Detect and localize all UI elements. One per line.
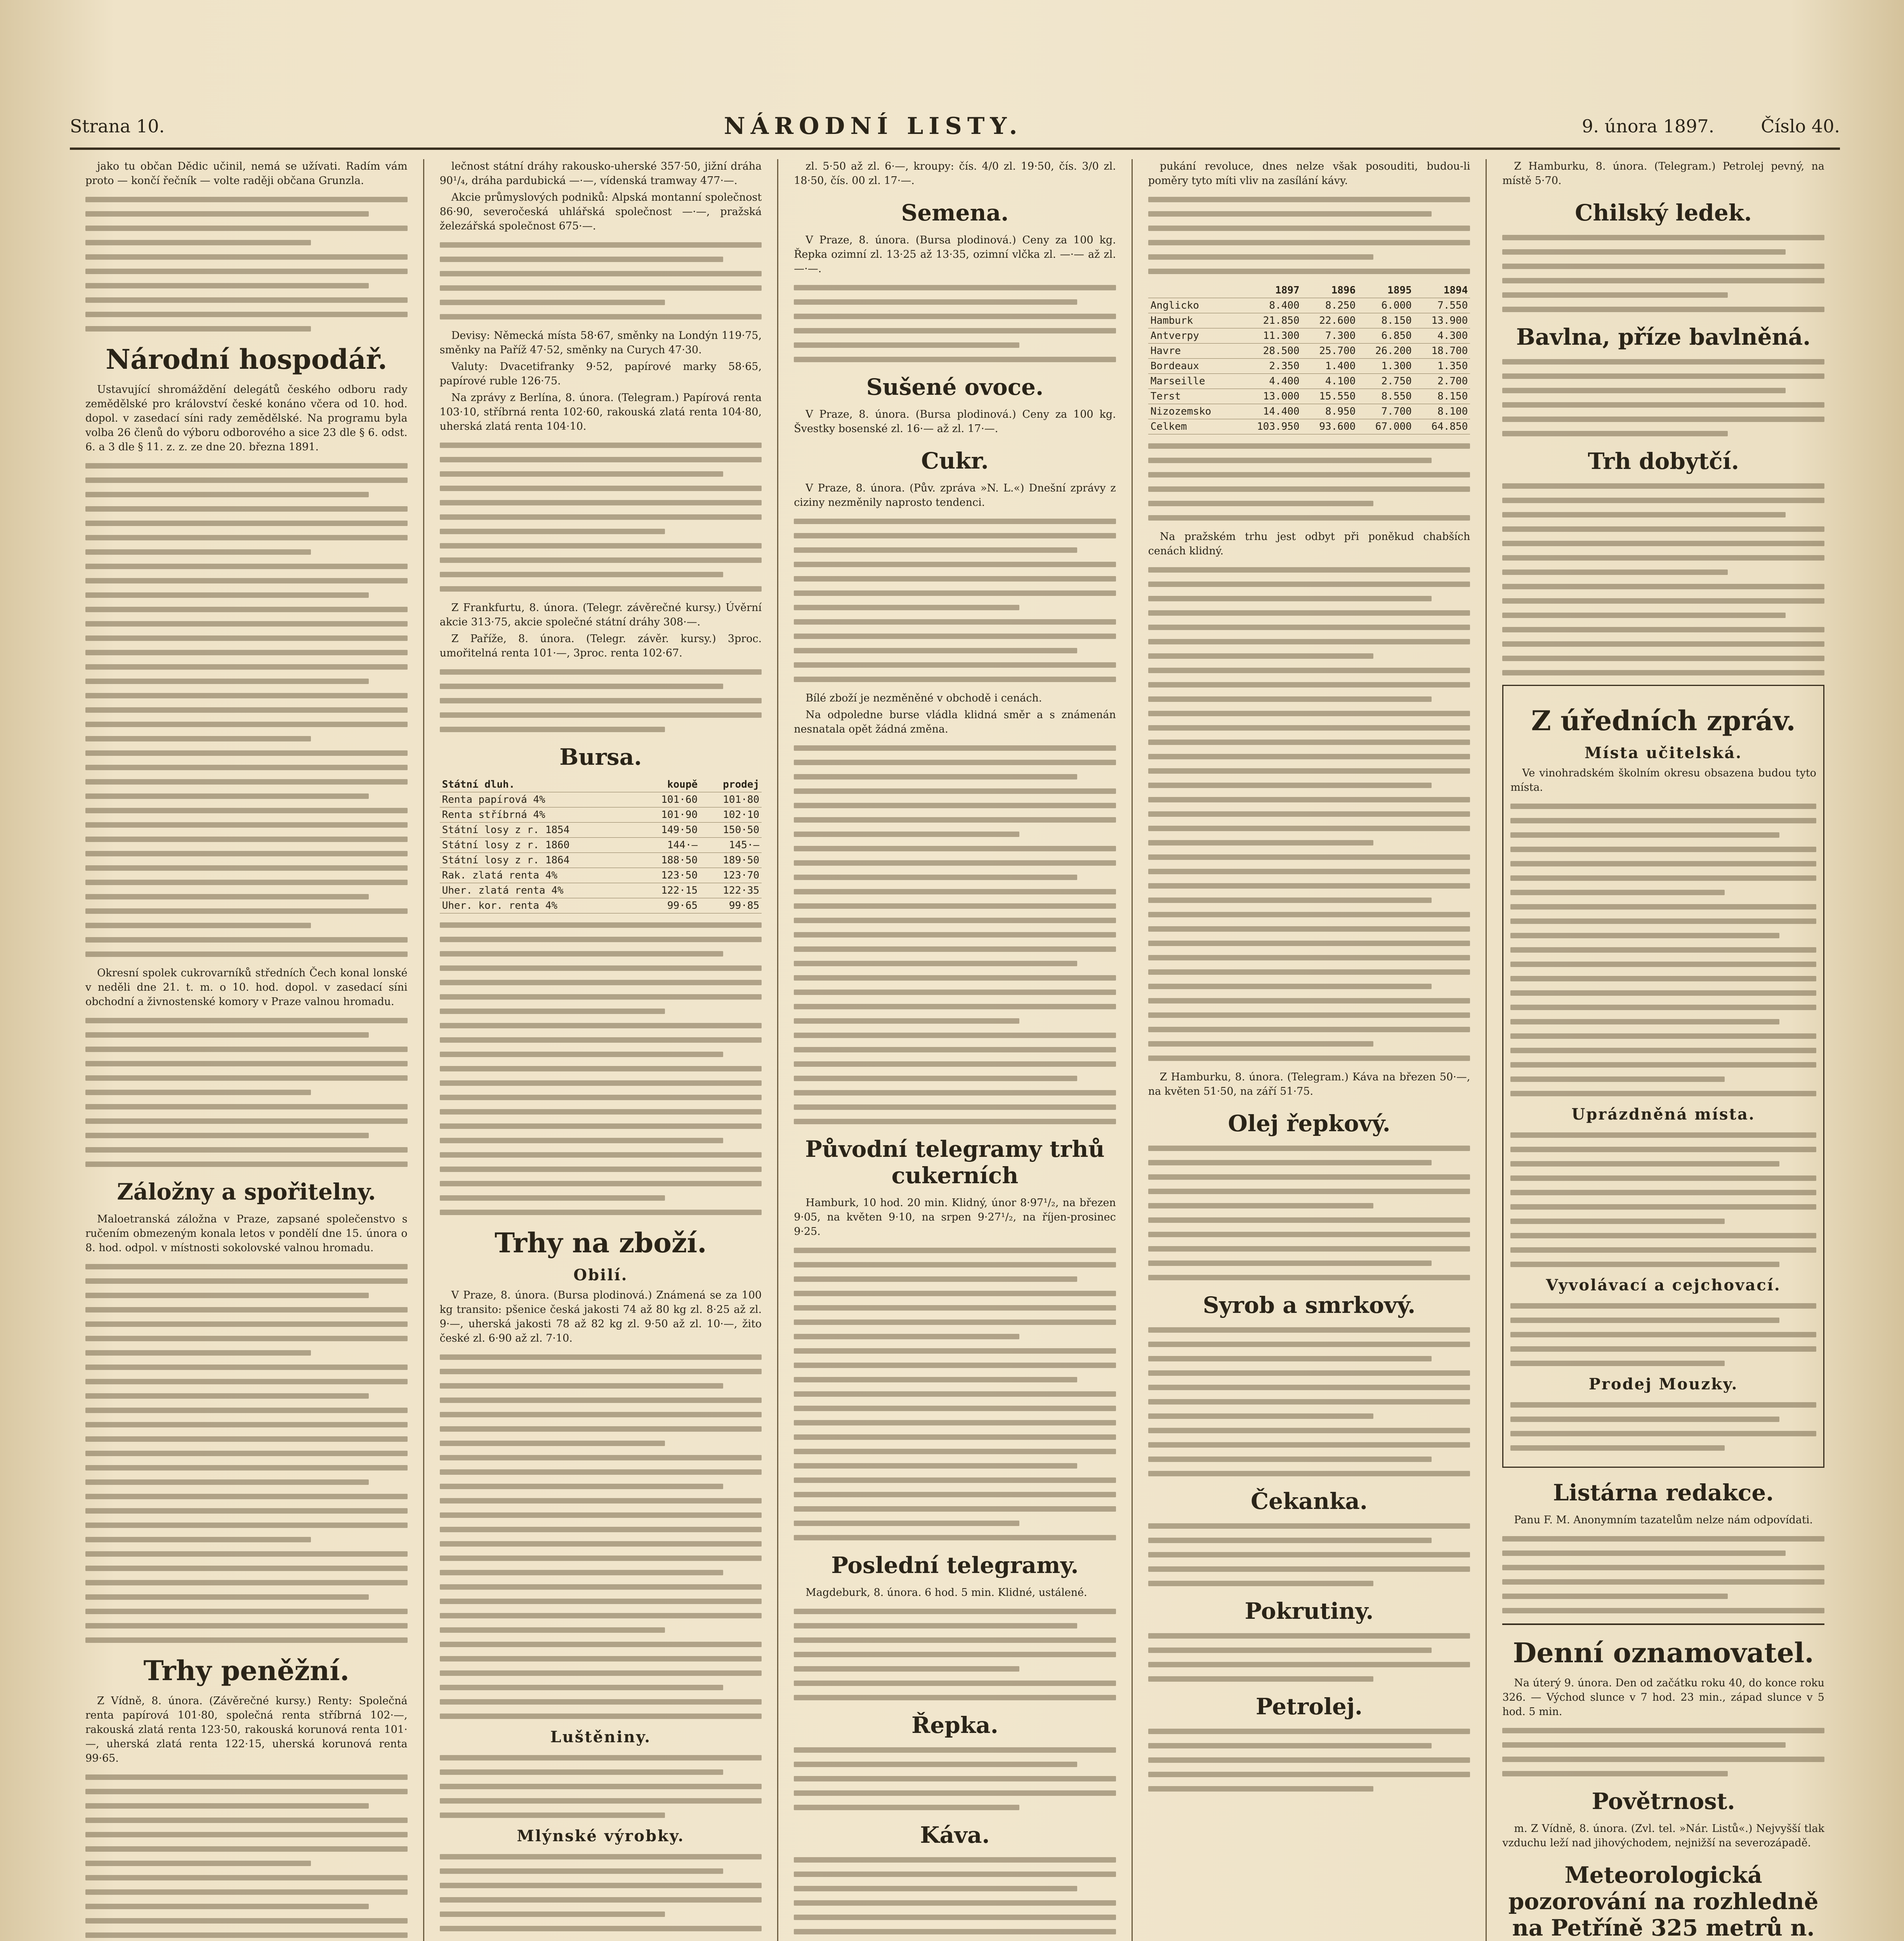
table-cell: 25.700 — [1302, 344, 1358, 359]
sub-heading: Vyvolávací a cejchovací. — [1546, 1276, 1781, 1294]
article-paragraph: Akcie průmyslových podniků: Alpská montanní společnost 86·90, severočeská uhlářská společnost —·—, pražská železářská společnost 675·—. — [439, 191, 762, 232]
filler-text — [794, 1248, 1116, 1540]
table-cell: 21.850 — [1238, 313, 1302, 328]
table-header: 1895 — [1358, 283, 1414, 298]
article-paragraph: lečnost státní dráhy rakousko-uherské 357·50, jižní dráha 90¹/₄, dráha pardubická —·—, vídenská tramway 477·—. — [439, 160, 762, 187]
table-cell: Marseille — [1148, 374, 1238, 389]
box-title: Z úředních zpráv. — [1531, 705, 1796, 737]
table-cell: 145·— — [700, 838, 762, 853]
article-paragraph: Ve vinohradském školním okresu obsazena budou tyto místa. — [1510, 767, 1816, 793]
table-header: Státní dluh. — [440, 777, 639, 792]
filler-text — [440, 1854, 762, 1931]
table-cell: 103.950 — [1238, 419, 1302, 434]
table-cell: 4.400 — [1238, 374, 1302, 389]
filler-text — [440, 1755, 762, 1818]
table-cell: 13.000 — [1238, 389, 1302, 404]
col1-intro: jako tu občan Dědic učinil, nemá se užívati. Radím vám proto — končí řečník — volte raději občana Grunzla. — [85, 160, 408, 187]
article-paragraph: pukání revoluce, dnes nelze však posouditi, budou-li poměry tyto míti vliv na zasílání kávy. — [1148, 160, 1470, 187]
table-cell: 99·65 — [638, 898, 700, 913]
filler-text — [440, 1354, 762, 1719]
article-paragraph: Z Hamburku, 8. února. (Telegram.) Káva na březen 50·—, na květen 51·50, na září 51·75. — [1148, 1071, 1470, 1097]
table-cell: Hamburk — [1148, 313, 1238, 328]
filler-text — [440, 922, 762, 1215]
table-cell: 6.850 — [1358, 328, 1414, 344]
table-row — [440, 792, 762, 807]
table-cell: 26.200 — [1358, 344, 1414, 359]
table-cell: Antverpy — [1148, 328, 1238, 344]
table-cell: Renta stříbrná 4% — [440, 807, 639, 823]
table-cell: Terst — [1148, 389, 1238, 404]
article-paragraph: V Praze, 8. února. (Bursa plodinová.) Ceny za 100 kg. Řepka ozimní zl. 13·25 až 13·35, ozimní vlčka zl. —·— až zl. —·—. — [794, 234, 1116, 275]
filler-text — [1502, 235, 1824, 312]
section-heading: Semena. — [901, 200, 1009, 226]
newspaper-title: NÁRODNÍ LISTY. — [724, 113, 1023, 140]
official-notices-box — [1502, 685, 1824, 1468]
table-header: 1897 — [1238, 283, 1302, 298]
table-row — [440, 898, 762, 913]
table-header: 1896 — [1302, 283, 1358, 298]
filler-text — [1502, 1728, 1824, 1776]
sub-heading: Prodej Mouzky. — [1588, 1375, 1738, 1393]
filler-text — [440, 242, 762, 319]
table-header: koupě — [638, 777, 700, 792]
table-cell: 123·50 — [638, 868, 700, 883]
sub-heading: Místa učitelská. — [1585, 744, 1743, 762]
filler-text — [85, 463, 408, 957]
table-cell: 8.150 — [1414, 389, 1470, 404]
issue-number: Číslo 40. — [1761, 116, 1840, 137]
filler-text — [794, 1857, 1116, 1941]
table-cell: 28.500 — [1238, 344, 1302, 359]
section-heading: Trhy peněžní. — [143, 1655, 349, 1687]
article-paragraph: Magdeburk, 8. února. 6 hod. 5 min. Klidné, ustálené. — [805, 1587, 1087, 1599]
table-row — [1148, 344, 1470, 359]
article-paragraph: Devisy: Německá místa 58·67, směnky na Londýn 119·75, směnky na Paříž 47·52, směnky na Curych 47·30. — [439, 330, 762, 356]
section-heading: Cukr. — [921, 448, 989, 474]
article-paragraph: zl. 5·50 až zl. 6·—, kroupy: čís. 4/0 zl. 19·50, čís. 3/0 zl. 18·50, čís. 00 zl. 17·—. — [794, 160, 1116, 187]
article-paragraph: Bílé zboží je nezměněné v obchodě i cenách. — [805, 692, 1042, 704]
filler-text — [85, 1264, 408, 1643]
table-row — [440, 868, 762, 883]
table-cell: Renta papírová 4% — [440, 792, 639, 807]
table-cell: 93.600 — [1302, 419, 1358, 434]
filler-text — [1510, 804, 1816, 1096]
table-cell: 22.600 — [1302, 313, 1358, 328]
article-paragraph: m. Z Vídně, 8. února. (Zvl. tel. »Nár. Listů«.) Nejvyšší tlak vzduchu leží nad jihovýchodem, nejnižší na severozápadě. — [1502, 1823, 1824, 1849]
sub-heading: Luštěniny. — [550, 1728, 651, 1746]
filler-text — [1148, 1523, 1470, 1586]
article-paragraph: Okresní spolek cukrovarníků středních Čech konal lonské v neděli dne 21. t. m. o 10. hod. dopol. v zasedací síni obchodní a živnostenské komory v Praze valnou hromadu. — [85, 967, 408, 1008]
table-total-row — [1148, 419, 1470, 434]
article-paragraph: Na úterý 9. února. Den od začátku roku 40, do konce roku 326. — Východ slunce v 7 hod. 23 min., západ slunce v 5 hod. 5 min. — [1502, 1677, 1824, 1718]
table-cell: Uher. kor. renta 4% — [440, 898, 639, 913]
filler-text — [1502, 483, 1824, 675]
article-paragraph: Z Paříže, 8. února. (Telegr. závěr. kursy.) 3proc. umořitelná renta 101·—, 3proc. renta 102·67. — [439, 633, 762, 659]
table-cell: Anglicko — [1148, 298, 1238, 313]
table-cell: 4.300 — [1414, 328, 1470, 344]
filler-text — [85, 1018, 408, 1167]
article-paragraph: Z Hamburku, 8. února. (Telegram.) Petrolej pevný, na místě 5·70. — [1502, 160, 1824, 187]
filler-text — [440, 443, 762, 592]
article-paragraph: V Praze, 8. února. (Pův. zpráva »N. L.«) Dnešní zprávy z ciziny nezměnily naprosto tendenci. — [794, 482, 1116, 509]
table-cell: 11.300 — [1238, 328, 1302, 344]
table-cell: Rak. zlatá renta 4% — [440, 868, 639, 883]
table-header — [1148, 283, 1238, 298]
table-cell: 14.400 — [1238, 404, 1302, 419]
article-paragraph: V Praze, 8. února. (Bursa plodinová.) Známená se za 100 kg transito: pšenice česká jakosti 74 až 80 kg zl. 8·25 až zl. 9·—, uherská jakosti 78 až 82 kg zl. 9·50 až zl. 10·—, žito české zl. 6·90 až zl. 7·10. — [439, 1289, 762, 1344]
table-row — [1148, 374, 1470, 389]
table-cell: 122·35 — [700, 883, 762, 898]
filler-text — [794, 285, 1116, 362]
table-cell: Státní losy z r. 1864 — [440, 853, 639, 868]
section-heading: Káva. — [920, 1822, 990, 1848]
table-cell: 18.700 — [1414, 344, 1470, 359]
table-row — [440, 883, 762, 898]
filler-text — [1510, 1402, 1816, 1451]
table-cell: Havre — [1148, 344, 1238, 359]
table-row — [440, 807, 762, 823]
section-heading: Bursa. — [559, 744, 642, 770]
table-cell: 2.350 — [1238, 359, 1302, 374]
section-heading: Denní oznamovatel. — [1513, 1637, 1814, 1669]
table-row — [440, 838, 762, 853]
article-paragraph: Maloetranská záložna v Praze, zapsané společenstvo s ručením obmezeným konala letos v pondělí dne 15. února o 8. hod. odpol. v místnosti sokolovské valnou hromadu. — [85, 1213, 408, 1254]
section-heading: Záložny a spořitelny. — [117, 1179, 376, 1205]
table-cell: 101·80 — [700, 792, 762, 807]
table-row — [1148, 313, 1470, 328]
table-row — [1148, 404, 1470, 419]
sub-heading: Uprázdněná místa. — [1571, 1105, 1755, 1123]
filler-text — [1148, 1327, 1470, 1476]
section-heading: Listárna redakce. — [1553, 1479, 1774, 1506]
table-header: 1894 — [1414, 283, 1470, 298]
table-row — [1148, 328, 1470, 344]
filler-text — [794, 519, 1116, 682]
issue-date: 9. února 1897. — [1582, 116, 1715, 137]
table-cell: Bordeaux — [1148, 359, 1238, 374]
table-cell: 6.000 — [1358, 298, 1414, 313]
table-cell: 13.900 — [1414, 313, 1470, 328]
section-heading: Původní telegramy trhů cukerních — [805, 1136, 1105, 1189]
page-number: Strana 10. — [70, 116, 165, 137]
table-cell: 122·15 — [638, 883, 700, 898]
section-heading: Trhy na zboží. — [495, 1227, 707, 1259]
table-row — [1148, 359, 1470, 374]
filler-text — [1148, 1729, 1470, 1792]
article-paragraph: Z Vídně, 8. února. (Závěrečné kursy.) Renty: Společná renta papírová 101·80, společná renta stříbrná 102·—, rakouská zlatá renta 123·50, rakouská korunová renta 101·—, uherská zlatá renta 122·15, uherská korunová renta 99·65. — [85, 1695, 408, 1764]
section-heading: Petrolej. — [1256, 1693, 1363, 1720]
filler-text — [794, 1609, 1116, 1700]
sub-heading: Mlýnské výrobky. — [517, 1827, 685, 1845]
table-row — [440, 823, 762, 838]
article-paragraph: V Praze, 8. února. (Bursa plodinová.) Ceny za 100 kg. Švestky bosenské zl. 16·— až zl. 17·—. — [794, 408, 1116, 435]
table-cell: 102·10 — [700, 807, 762, 823]
article-paragraph: Panu F. M. Anonymním tazatelům nelze nám odpovídati. — [1514, 1514, 1813, 1526]
filler-text — [1148, 1633, 1470, 1682]
columns — [70, 159, 1840, 1941]
column-5 — [1487, 159, 1840, 1941]
article-paragraph: Valuty: Dvacetifranky 9·52, papírové marky 58·65, papírové ruble 126·75. — [439, 361, 762, 387]
column-2 — [424, 159, 779, 1941]
table-header-row — [440, 777, 762, 792]
table-cell: Státní losy z r. 1854 — [440, 823, 639, 838]
filler-text — [794, 1747, 1116, 1810]
section-heading: Syrob a smrkový. — [1203, 1292, 1416, 1318]
article-paragraph: Hamburk, 10 hod. 20 min. Klidný, únor 8·97¹/₂, na březen 9·05, na květen 9·10, na srpen 9·27¹/₂, na říjen-prosinec 9·25. — [794, 1197, 1116, 1238]
table-cell: 15.550 — [1302, 389, 1358, 404]
filler-text — [1148, 443, 1470, 521]
article-paragraph: Ustavující shromáždění delegátů českého odboru rady zemědělské pro království české konáno včera od 10. hod. dopol. v zasedací síni rady zemědělské. Na programu byla volba 26 členů do výboru odborového a sice 23 dle § 6. odst. 6. a 3 dle § 11. z. z. ze dne 20. března 1891. — [85, 384, 408, 453]
table-cell: Státní losy z r. 1860 — [440, 838, 639, 853]
table-header-row — [1148, 283, 1470, 298]
filler-text — [1148, 197, 1470, 274]
coffee-stocks-table — [1148, 283, 1470, 434]
table-cell: 8.550 — [1358, 389, 1414, 404]
filler-text — [1510, 1303, 1816, 1366]
section-heading: Olej řepkový. — [1228, 1110, 1390, 1137]
table-cell: 8.150 — [1358, 313, 1414, 328]
section-heading: Sušené ovoce. — [866, 374, 1044, 400]
table-row — [440, 853, 762, 868]
section-heading: Pokrutiny. — [1244, 1598, 1374, 1624]
filler-text — [794, 745, 1116, 1124]
table-cell: 144·— — [638, 838, 700, 853]
filler-text — [85, 197, 408, 332]
column-4 — [1133, 159, 1487, 1941]
table-cell: 7.550 — [1414, 298, 1470, 313]
table-cell: 188·50 — [638, 853, 700, 868]
table-row — [1148, 298, 1470, 313]
section-heading: Poslední telegramy. — [831, 1552, 1079, 1578]
table-cell: 189·50 — [700, 853, 762, 868]
article-paragraph: Na odpoledne burse vládla klidná směr a s známenán nesnatala opět žádná změna. — [794, 709, 1116, 735]
filler-text — [1502, 359, 1824, 436]
table-cell: 99·85 — [700, 898, 762, 913]
table-cell: 4.100 — [1302, 374, 1358, 389]
table-cell: 7.700 — [1358, 404, 1414, 419]
table-cell: 150·50 — [700, 823, 762, 838]
section-heading: Řepka. — [911, 1712, 998, 1738]
masthead — [70, 105, 1840, 150]
section-heading: Čekanka. — [1251, 1488, 1368, 1514]
table-row — [1148, 389, 1470, 404]
filler-text — [1502, 1536, 1824, 1613]
table-cell: 1.350 — [1414, 359, 1470, 374]
section-heading: Povětrnost. — [1592, 1788, 1735, 1814]
column-1 — [70, 159, 424, 1941]
bourse-table — [440, 777, 762, 913]
sub-heading: Obilí. — [573, 1266, 628, 1284]
table-cell: 64.850 — [1414, 419, 1470, 434]
table-cell: Nizozemsko — [1148, 404, 1238, 419]
table-cell: 101·60 — [638, 792, 700, 807]
filler-text — [1510, 1132, 1816, 1267]
filler-text — [1148, 1146, 1470, 1280]
section-heading: Národní hospodář. — [106, 343, 387, 375]
filler-text — [440, 669, 762, 732]
section-heading: Bavlna, příze bavlněná. — [1516, 324, 1811, 350]
section-heading: Chilský ledek. — [1575, 200, 1752, 226]
table-cell: 8.250 — [1302, 298, 1358, 313]
section-heading: Meteorologická pozorování na rozhledně na Petříně 325 metrů n. — [1508, 1862, 1819, 1941]
table-cell: 67.000 — [1358, 419, 1414, 434]
article-paragraph: Na pražském trhu jest odbyt při poněkud chabších cenách klidný. — [1148, 531, 1470, 557]
table-cell: 2.750 — [1358, 374, 1414, 389]
table-cell: 8.950 — [1302, 404, 1358, 419]
filler-text — [1148, 567, 1470, 1061]
table-cell: Uher. zlatá renta 4% — [440, 883, 639, 898]
table-cell: 123·70 — [700, 868, 762, 883]
table-cell: 101·90 — [638, 807, 700, 823]
table-cell: 149·50 — [638, 823, 700, 838]
table-header: prodej — [700, 777, 762, 792]
masthead-right — [1582, 116, 1840, 137]
table-cell: 8.400 — [1238, 298, 1302, 313]
section-heading: Trh dobytčí. — [1588, 448, 1739, 474]
table-cell: 1.300 — [1358, 359, 1414, 374]
table-cell: 1.400 — [1302, 359, 1358, 374]
column-3 — [778, 159, 1133, 1941]
article-paragraph: Z Frankfurtu, 8. února. (Telegr. závěrečné kursy.) Úvěrní akcie 313·75, akcie společné státní dráhy 308·—. — [439, 602, 762, 628]
filler-text — [85, 1774, 408, 1941]
table-cell: 8.100 — [1414, 404, 1470, 419]
table-cell: Celkem — [1148, 419, 1238, 434]
table-cell: 7.300 — [1302, 328, 1358, 344]
table-cell: 2.700 — [1414, 374, 1470, 389]
article-paragraph: Na zprávy z Berlína, 8. února. (Telegram.) Papírová renta 103·10, stříbrná renta 102·60, rakouská zlatá renta 104·80, uherská zlatá renta 104·10. — [439, 392, 762, 432]
divider — [1502, 1623, 1824, 1625]
